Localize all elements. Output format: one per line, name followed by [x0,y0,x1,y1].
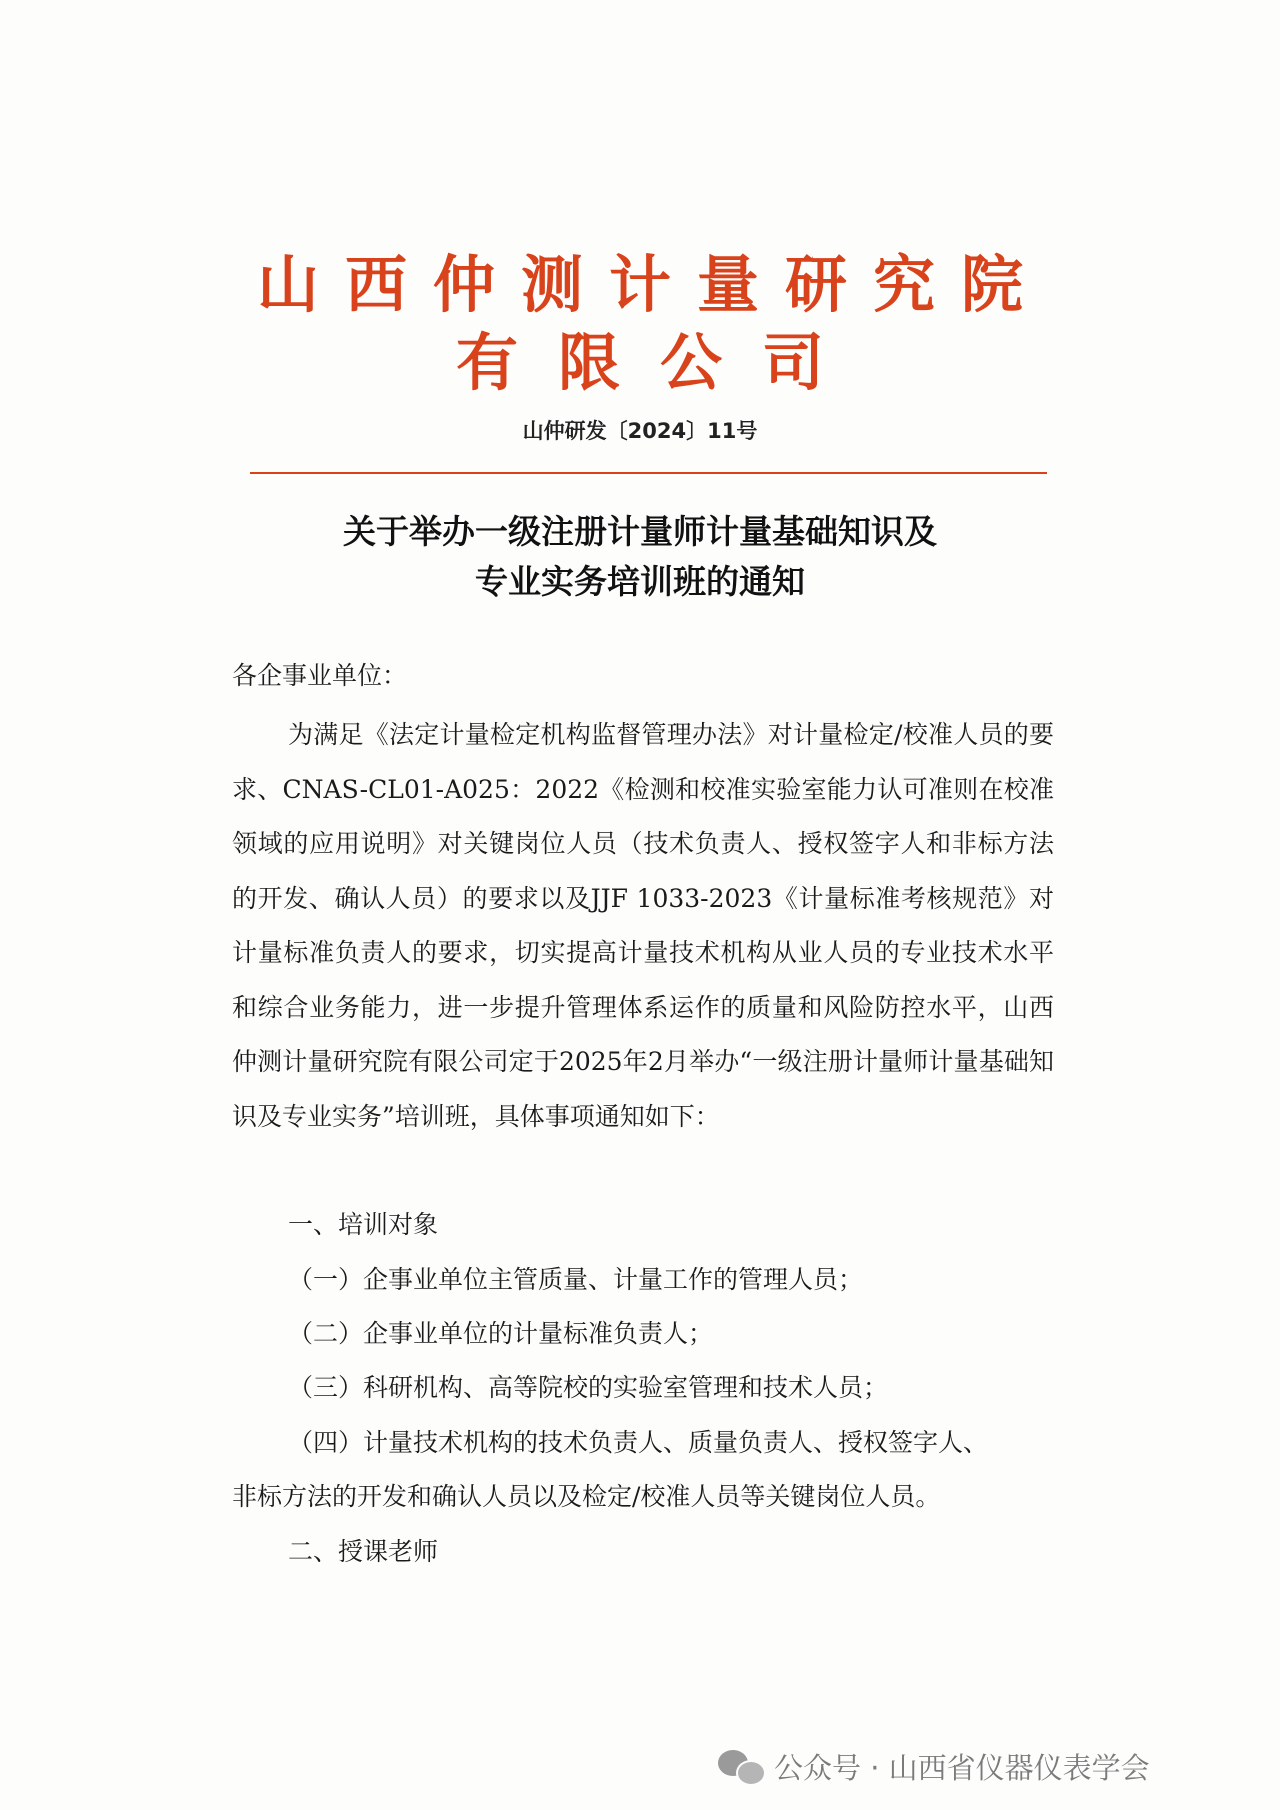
document-number: 山仲研发〔2024〕11号 [522,419,758,443]
list-item: （一）企事业单位主管质量、计量工作的管理人员； [288,1265,864,1294]
list-item: （四）计量技术机构的技术负责人、质量负责人、授权签字人、 [288,1428,989,1457]
list-item: （三）科研机构、高等院校的实验室管理和技术人员； [288,1373,889,1402]
salutation: 各企事业单位： [232,661,408,690]
notice-title-line2: 专业实务培训班的通知 [475,562,805,601]
list-item: （二）企事业单位的计量标准负责人； [288,1319,714,1348]
organization-name-line1: 山西仲测计量研究院 [256,248,1049,321]
section-heading-training-targets: 一、培训对象 [288,1210,439,1239]
list-item-continuation: 非标方法的开发和确认人员以及检定/校准人员等关键岗位人员。 [232,1482,941,1511]
organization-name-line2: 有限公司 [455,326,864,399]
watermark [718,1743,1150,1789]
notice-title-line1: 关于举办一级注册计量师计量基础知识及 [343,512,937,551]
letterhead-divider [250,472,1047,474]
intro-paragraph: 为满足《法定计量检定机构监督管理办法》对计量检定/校准人员的要求、CNAS-CL01-A025：2022《检测和校准实验室能力认可准则在校准领域的应用说明》对关键岗位人员（技术负责人、授权签字人和非标方法的开发、确认人员）的要求以及JJF 1033-2023《计量标准考核规范》对计量标准负责人的要求，切实提高计量技术机构从业人员的专业技术水平和综合业务能力，进一步提升管理体系运作的质量和风险防控水平，山西仲测计量研究院有限公司定于2025年2月举办“一级注册计量师计量基础知识及专业实务”培训班，具体事项通知如下： [232,720,1054,1131]
watermark-text: 公众号 · 山西省仪器仪表学会 [774,1750,1150,1785]
section-heading-instructors: 二、授课老师 [288,1537,439,1566]
wechat-icon [718,1746,764,1786]
